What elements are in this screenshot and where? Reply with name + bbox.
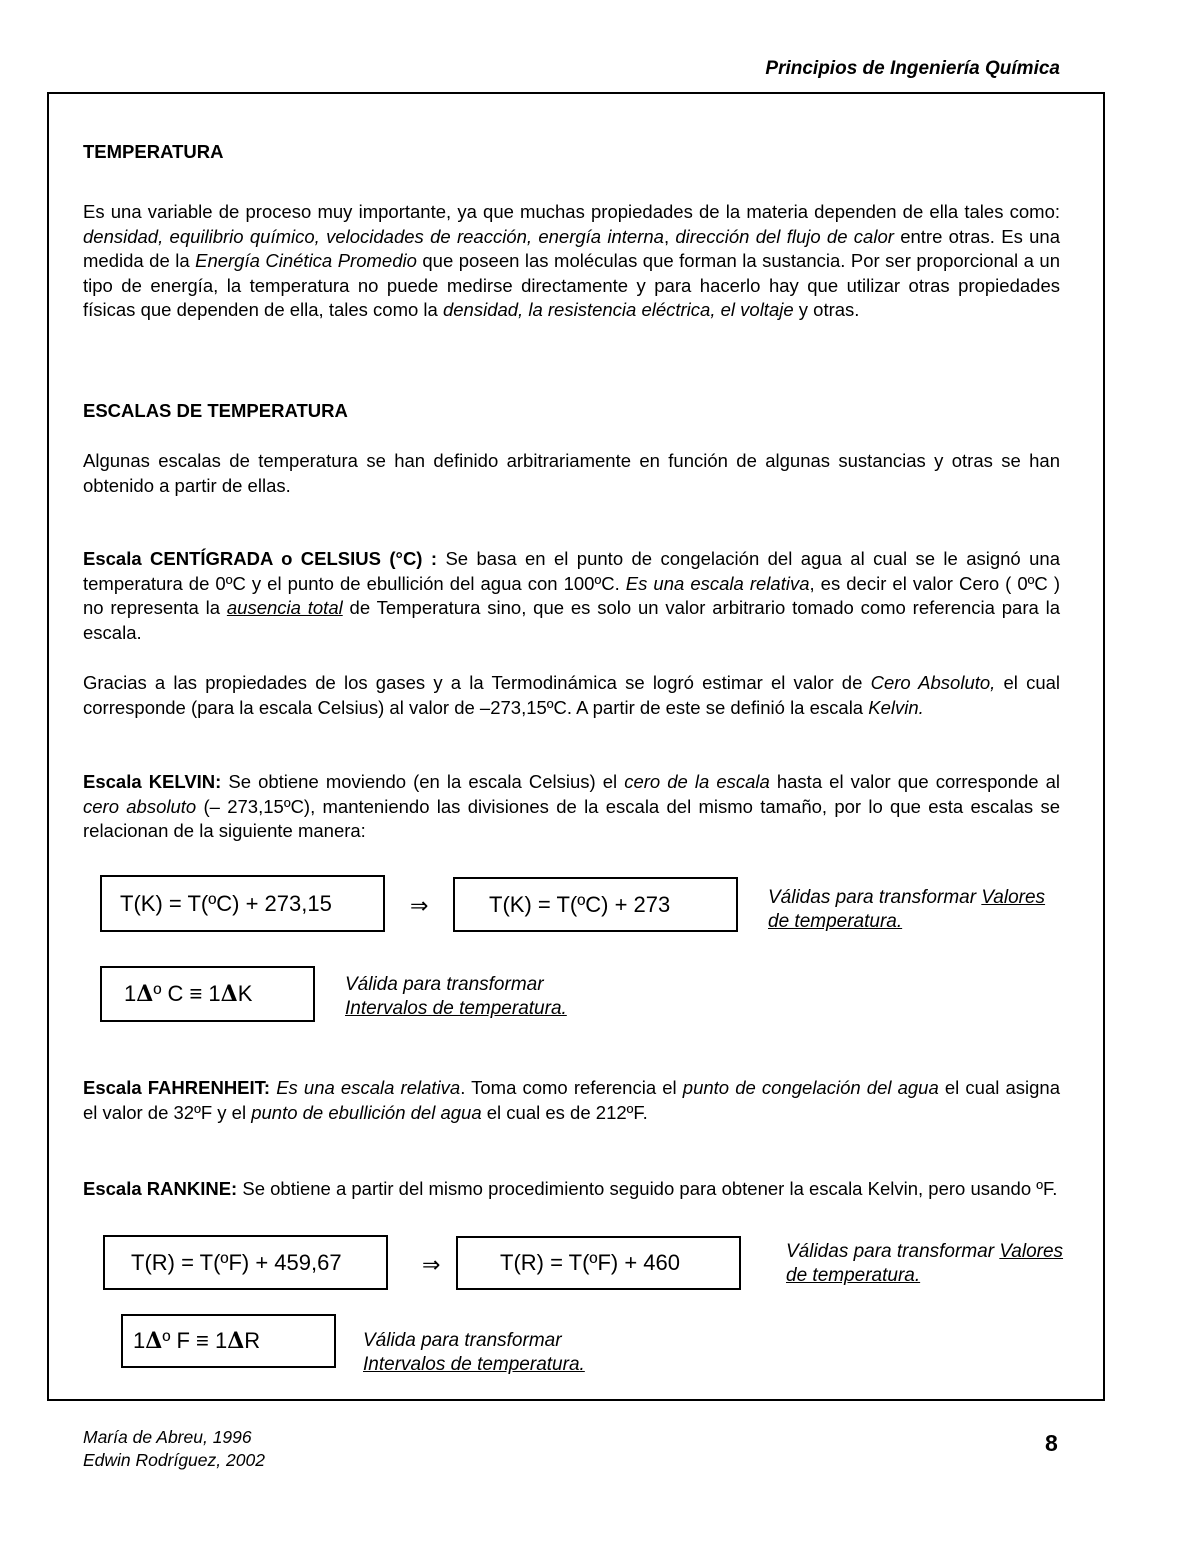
implies-arrow: ⇒ xyxy=(422,1252,441,1277)
delta-symbol: Δ xyxy=(220,981,238,1007)
page-title: TEMPERATURA xyxy=(83,141,224,162)
kelvin-exact-equation: T(K) = T(ºC) + 273,15 xyxy=(100,875,385,932)
rankine-approx-equation: T(R) = T(ºF) + 460 xyxy=(456,1236,741,1290)
rankine-interval-note: Válida para transformar Intervalos de temperatura. xyxy=(363,1330,585,1375)
rankine-exact-equation: T(R) = T(ºF) + 459,67 xyxy=(103,1235,388,1290)
delta-symbol: Δ xyxy=(136,981,154,1007)
kelvin-interval-equivalence: 1 Δ º C ≡ 1 Δ K xyxy=(100,966,315,1022)
celsius-paragraph: Escala CENTÍGRADA o CELSIUS (°C) : Se basa en el punto de congelación del agua al cual se le asignó una temperatura de 0ºC y el punto de ebullición del agua con 100ºC. Es una escala relativa, es decir el valor Cero ( 0ºC ) no representa la ausencia total de Temperatura sino, que es solo un valor arbitrario tomado como referencia para la escala. xyxy=(83,548,1061,643)
scales-heading: ESCALAS DE TEMPERATURA xyxy=(83,400,348,421)
rankine-paragraph: Escala RANKINE: Se obtiene a partir del mismo procedimiento seguido para obtener la escala Kelvin, pero usando ºF. xyxy=(83,1178,1058,1199)
kelvin-approx-equation: T(K) = T(ºC) + 273 xyxy=(453,877,738,932)
scales-intro: Algunas escalas de temperatura se han definido arbitrariamente en función de algunas sustancias y otras se han obtenido a partir de ellas. xyxy=(83,450,1060,496)
absolute-zero-paragraph: Gracias a las propiedades de los gases y a la Termodinámica se logró estimar el valor de Cero Absoluto, el cual corresponde (para la escala Celsius) al valor de –273,15ºC. A partir de este se definió la escala Kelvin. xyxy=(83,672,1061,718)
delta-symbol: Δ xyxy=(227,1328,245,1354)
running-header: Principios de Ingeniería Química xyxy=(765,58,1060,79)
kelvin-values-note: Válidas para transformar Valores de temperatura. xyxy=(768,887,1046,932)
intro-paragraph: Es una variable de proceso muy importante, ya que muchas propiedades de la materia dependen de ella tales como: densidad, equilibrio químico, velocidades de reacción, energía interna, dirección del flujo de calor entre otras. Es una medida de la Energía Cinética Promedio que poseen las moléculas que forman la sustancia. Por ser proporcional a un tipo de energía, la temperatura no puede medirse directamente y para hacerlo hay que utilizar otras propiedades físicas que dependen de ella, tales como la densidad, la resistencia eléctrica, el voltaje y otras. xyxy=(83,201,1060,320)
kelvin-paragraph: Escala KELVIN: Se obtiene moviendo (en la escala Celsius) el cero de la escala hasta el valor que corresponde al cero absoluto (– 273,15ºC), manteniendo las divisiones de la escala del mismo tamaño, por lo que esta escalas se relacionan de la siguiente manera: xyxy=(83,771,1060,841)
page-number: 8 xyxy=(1045,1430,1058,1456)
rankine-values-note: Válidas para transformar Valores de temperatura. xyxy=(786,1241,1064,1286)
footer-authors xyxy=(83,1426,265,1472)
rankine-interval-equivalence: 1 Δ º F ≡ 1 Δ R xyxy=(121,1314,336,1368)
fahrenheit-paragraph: Escala FAHRENHEIT: Es una escala relativa. Toma como referencia el punto de congelación del agua el cual asigna el valor de 32ºF y el punto de ebullición del agua el cual es de 212ºF. xyxy=(83,1077,1061,1123)
delta-symbol: Δ xyxy=(145,1328,163,1354)
kelvin-interval-note: Válida para transformar Intervalos de temperatura. xyxy=(345,974,567,1019)
footer-author-2: Edwin Rodríguez, 2002 xyxy=(83,1450,265,1470)
footer-author-1: María de Abreu, 1996 xyxy=(83,1427,252,1447)
implies-arrow: ⇒ xyxy=(410,893,429,918)
